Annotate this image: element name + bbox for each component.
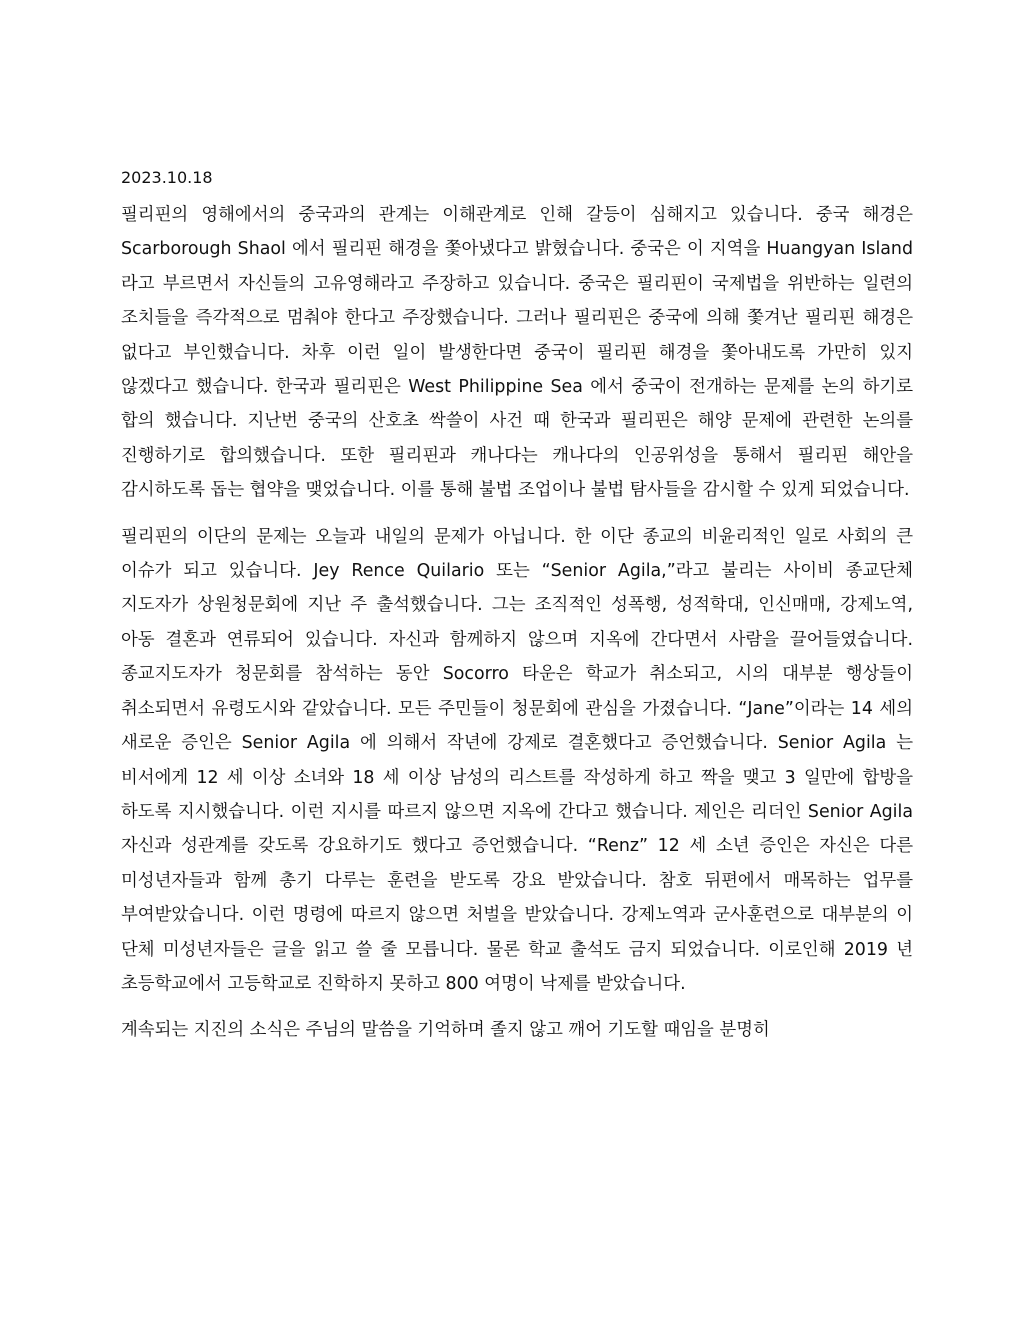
document-date: 2023.10.18 xyxy=(121,168,213,187)
paragraph-earthquake-prayer: 계속되는 지진의 소식은 주님의 말씀을 기억하며 졸지 않고 깨어 기도할 때임을 분명히 xyxy=(121,1020,770,1041)
paragraph-cult-issue: 필리핀의 이단의 문제는 오늘과 내일의 문제가 아닙니다. 한 이단 종교의 비윤리적인 일로 사회의 큰 이슈가 되고 있습니다. Jey Rence Quilario 또는 “Senior Agila,”라고 불리는 사이비 종교단체 지도자가 상원청문회에 지난 주 출석했습니다. 그는 조직적인 성폭행, 성적학대, 인신매매, 강제노역, 아동 결혼과 연류되어 있습니다. 자신과 함께하지 않으며 지옥에 간다면서 사람을 끌어들였습니다. 종교지도자가 청문회를 참석하는 동안 Socorro 타운은 학교가 취소되고, 시의 대부분 행상들이 취소되면서 유령도시와 같았습니다. 모든 주민들이 청문회에 관심을 가졌습니다. “Jane”이라는 14 세의 새로운 증인은 Senior Agila 에 의해서 작년에 강제로 결혼했다고 증언했습니다. Senior Agila 는 비서에게 12 세 이상 소녀와 18 세 이상 남성의 리스트를 작성하게 하고 짝을 맺고 3 일만에 합방을 하도록 지시했습니다. 이런 지시를 따르지 않으면 지옥에 간다고 했습니다. 제인은 리더인 Senior Agila 자신과 성관계를 갖도록 강요하기도 했다고 증언했습니다. “Renz” 12 세 소년 증인은 자신은 다른 미성년자들과 함께 총기 다루는 훈련을 받도록 강요 받았습니다. 참호 뒤편에서 매목하는 업무를 부여받았습니다. 이런 명령에 따르지 않으면 처벌을 받았습니다. 강제노역과 군사훈련으로 대부분의 이 단체 미성년자들은 글을 읽고 쓸 줄 모릅니다. 물론 학교 출석도 금지 되었습니다. 이로인해 2019 년 초등학교에서 고등학교로 진학하지 못하고 800 여명이 낙제를 받았습니다. xyxy=(121,526,913,994)
document-page xyxy=(121,166,913,1060)
paragraph-philippines-china-relations: 필리핀의 영해에서의 중국과의 관계는 이해관계로 인해 갈등이 심해지고 있습니다. 중국 해경은 Scarborough Shaol 에서 필리핀 해경을 쫓아냈다고 밝혔습니다. 중국은 이 지역을 Huangyan Island 라고 부르면서 자신들의 고유영해라고 주장하고 있습니다. 중국은 필리핀이 국제법을 위반하는 일련의 조치들을 즉각적으로 멈춰야 한다고 주장했습니다. 그러나 필리핀은 중국에 의해 쫓겨난 필리핀 해경은 없다고 부인했습니다. 차후 이런 일이 발생한다면 중국이 필리핀 해경을 쫓아내도록 가만히 있지 않겠다고 했습니다. 한국과 필리핀은 West Philippine Sea 에서 중국이 전개하는 문제를 논의 하기로 합의 했습니다. 지난번 중국의 산호초 싹쓸이 사건 때 한국과 필리핀은 해양 문제에 관련한 논의를 진행하기로 합의했습니다. 또한 필리핀과 캐나다는 캐나다의 인공위성을 통해서 필리핀 해안을 감시하도록 돕는 협약을 맺었습니다. 이를 통해 불법 조업이나 불법 탐사들을 감시할 수 있게 되었습니다. xyxy=(121,205,913,501)
